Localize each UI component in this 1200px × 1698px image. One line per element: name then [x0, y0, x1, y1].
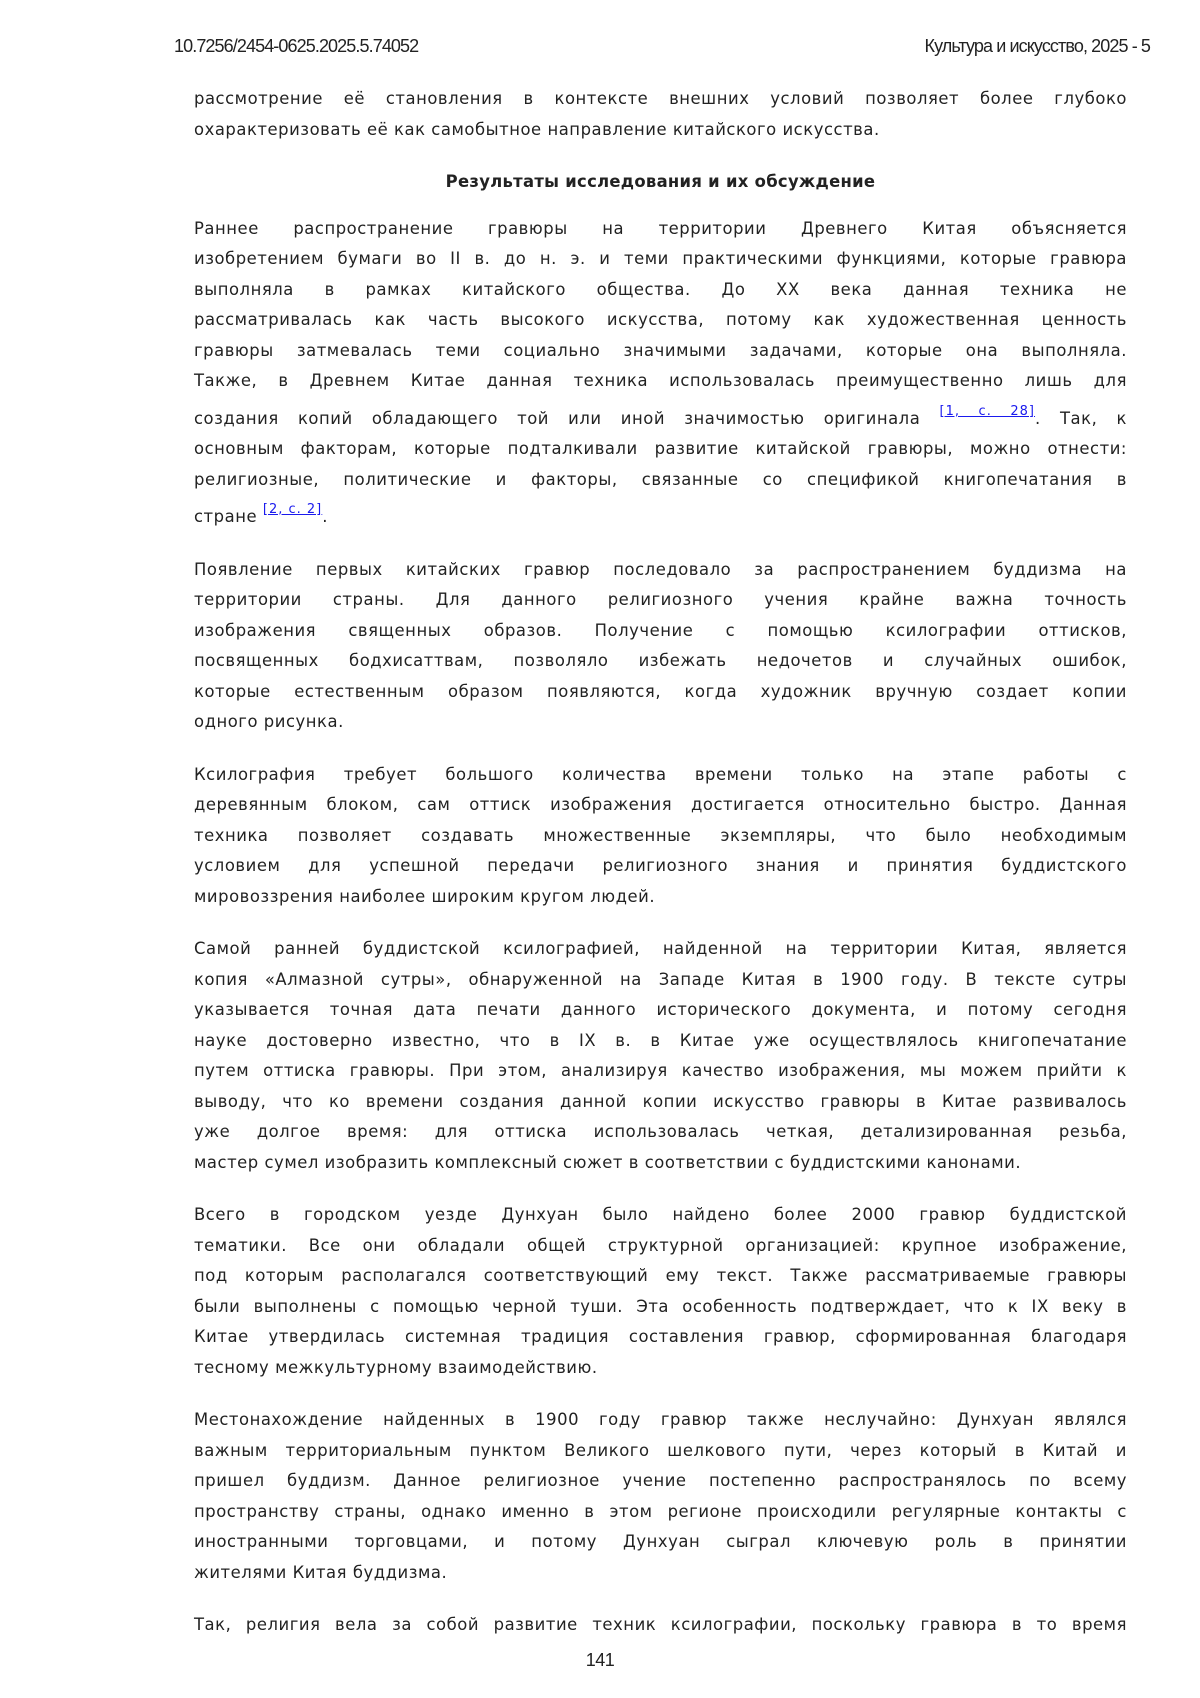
text-line: [194, 495, 1127, 533]
journal-issue: Культура и искусство, 2025 - 5: [925, 36, 1150, 57]
citation-link[interactable]: [1, с. 28]: [940, 404, 1036, 419]
text-line: рассматривалась как часть высокого искусства, потому как художественная ценность: [194, 305, 1127, 336]
text-segment: создания копий обладающего той или иной значимостью оригинала: [194, 409, 940, 428]
text-line: тематики. Все они обладали общей структурной организацией: крупное изображение,: [194, 1231, 1127, 1262]
text-line: науке достоверно известно, что в IX в. в Китае уже осуществлялось книгопечатание: [194, 1026, 1127, 1057]
paragraph: [194, 1610, 1127, 1641]
text-line: Также, в Древнем Китае данная техника использовалась преимущественно лишь для: [194, 366, 1127, 397]
text-line: гравюры затмевалась теми социально значимыми задачами, которые она выполняла.: [194, 336, 1127, 367]
text-line: изобретением бумаги во II в. до н. э. и теми практическими функциями, которые гравюра: [194, 244, 1127, 275]
text-line: [194, 397, 1127, 435]
paragraph: [194, 760, 1127, 913]
text-line: охарактеризовать её как самобытное направление китайского искусства.: [194, 115, 1127, 146]
text-line: Местонахождение найденных в 1900 году гравюр также неслучайно: Дунхуан являлся: [194, 1405, 1127, 1436]
text-line: территории страны. Для данного религиозного учения крайне важна точность: [194, 585, 1127, 616]
text-line: условием для успешной передачи религиозного знания и принятия буддистского: [194, 851, 1127, 882]
article-body: [194, 84, 1127, 1663]
section-heading: Результаты исследования и их обсуждение: [194, 167, 1127, 198]
text-line: посвященных бодхисаттвам, позволяло избежать недочетов и случайных ошибок,: [194, 646, 1127, 677]
text-line: пришел буддизм. Данное религиозное учение постепенно распространялось по всему: [194, 1466, 1127, 1497]
text-line: тесному межкультурному взаимодействию.: [194, 1353, 1127, 1384]
text-line: копия «Алмазной сутры», обнаруженной на Западе Китая в 1900 году. В тексте сутры: [194, 965, 1127, 996]
paragraph: [194, 555, 1127, 738]
paragraph: [194, 1405, 1127, 1588]
text-line: рассмотрение её становления в контексте внешних условий позволяет более глубоко: [194, 84, 1127, 115]
paragraph: [194, 214, 1127, 533]
text-line: изображения священных образов. Получение с помощью ксилографии оттисков,: [194, 616, 1127, 647]
text-line: Появление первых китайских гравюр последовало за распространением буддизма на: [194, 555, 1127, 586]
text-line: были выполнены с помощью черной туши. Эта особенность подтверждает, что к IX веку в: [194, 1292, 1127, 1323]
text-line: техника позволяет создавать множественные экземпляры, что было необходимым: [194, 821, 1127, 852]
page-number: 141: [0, 1650, 1200, 1671]
text-line: важным территориальным пунктом Великого шелкового пути, через который в Китай и: [194, 1436, 1127, 1467]
text-line: Ксилография требует большого количества времени только на этапе работы с: [194, 760, 1127, 791]
text-line: иностранными торговцами, и потому Дунхуан сыграл ключевую роль в принятии: [194, 1527, 1127, 1558]
text-line: выполняла в рамках китайского общества. До XX века данная техника не: [194, 275, 1127, 306]
text-line: пространству страны, однако именно в этом регионе происходили регулярные контакты с: [194, 1497, 1127, 1528]
text-line: Всего в городском уезде Дунхуан было найдено более 2000 гравюр буддистской: [194, 1200, 1127, 1231]
text-line: Самой ранней буддистской ксилографией, найденной на территории Китая, является: [194, 934, 1127, 965]
text-line: Так, религия вела за собой развитие техник ксилографии, поскольку гравюра в то время: [194, 1610, 1127, 1641]
paragraph: [194, 1200, 1127, 1383]
text-segment: . Так, к: [1035, 409, 1127, 428]
text-line: Раннее распространение гравюры на территории Древнего Китая объясняется: [194, 214, 1127, 245]
citation-link[interactable]: [2, с. 2]: [263, 502, 322, 517]
text-line: уже долгое время: для оттиска использовалась четкая, детализированная резьба,: [194, 1117, 1127, 1148]
text-line: мастер сумел изобразить комплексный сюжет в соответствии с буддистскими канонами.: [194, 1148, 1127, 1179]
text-line: выводу, что ко времени создания данной копии искусство гравюры в Китае развивалось: [194, 1087, 1127, 1118]
text-line: которые естественным образом появляются, когда художник вручную создает копии: [194, 677, 1127, 708]
paragraph: [194, 84, 1127, 145]
text-line: жителями Китая буддизма.: [194, 1558, 1127, 1589]
text-line: религиозные, политические и факторы, связанные со спецификой книгопечатания в: [194, 465, 1127, 496]
paragraph: [194, 934, 1127, 1178]
text-line: под которым располагался соответствующий ему текст. Также рассматриваемые гравюры: [194, 1261, 1127, 1292]
article-doi: 10.7256/2454-0625.2025.5.74052: [174, 36, 418, 57]
text-line: путем оттиска гравюры. При этом, анализируя качество изображения, мы можем прийти к: [194, 1056, 1127, 1087]
text-line: указывается точная дата печати данного исторического документа, и потому сегодня: [194, 995, 1127, 1026]
text-line: Китае утвердилась системная традиция составления гравюр, сформированная благодаря: [194, 1322, 1127, 1353]
text-line: мировоззрения наиболее широким кругом людей.: [194, 882, 1127, 913]
text-line: одного рисунка.: [194, 707, 1127, 738]
text-line: деревянным блоком, сам оттиск изображения достигается относительно быстро. Данная: [194, 790, 1127, 821]
text-line: основным факторам, которые подталкивали развитие китайской гравюры, можно отнести:: [194, 434, 1127, 465]
text-segment: стране: [194, 507, 263, 526]
text-segment: .: [322, 507, 328, 526]
